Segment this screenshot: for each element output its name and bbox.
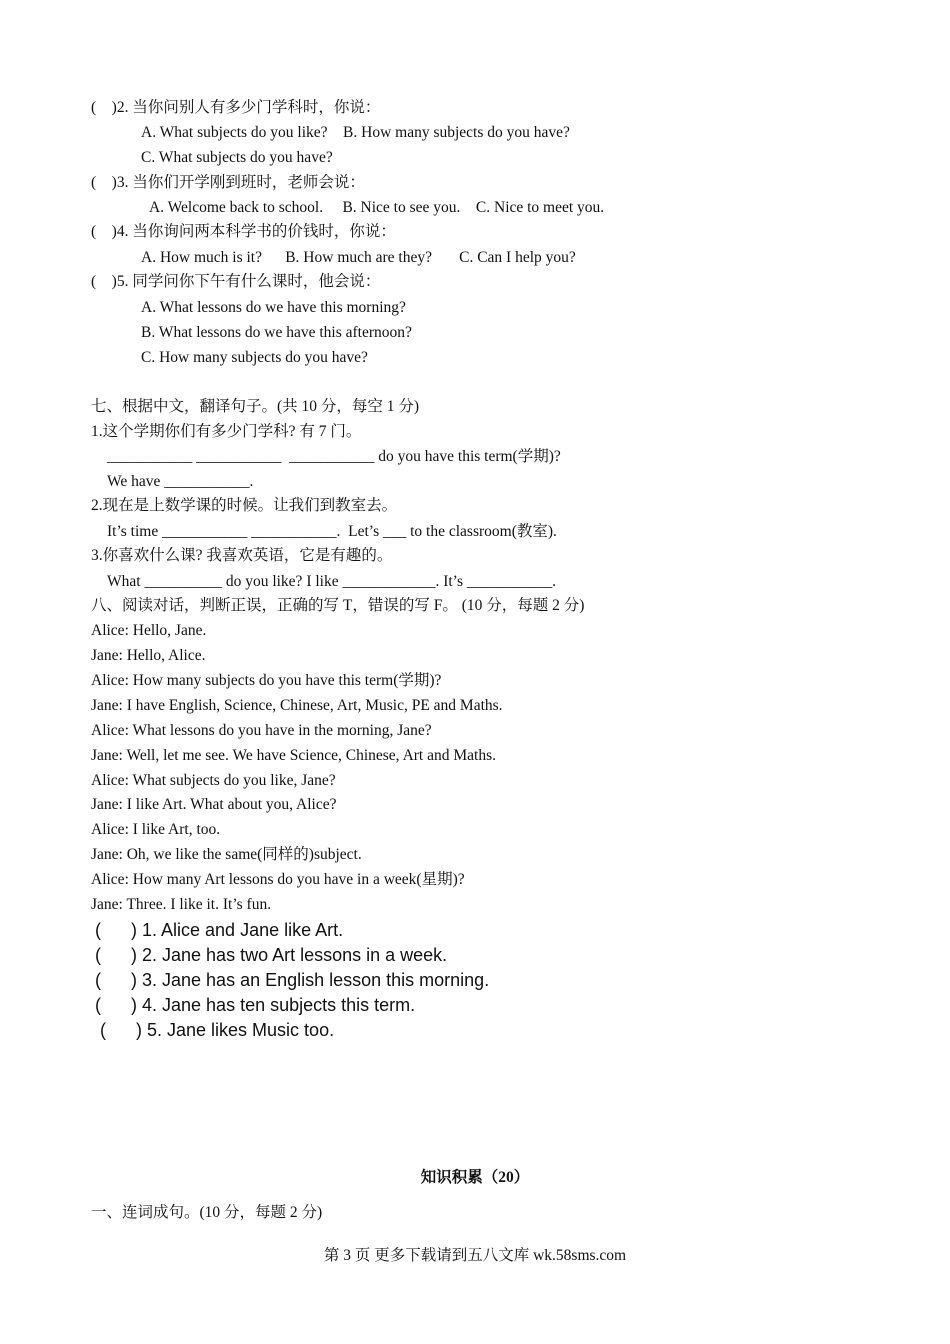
- judgment-item: ( ) 3. Jane has an English lesson this morning.: [95, 970, 490, 990]
- dialogue-line: Alice: How many Art lessons do you have in a week(星期)?: [91, 871, 465, 888]
- dialogue-line: Alice: What lessons do you have in the morning, Jane?: [91, 722, 432, 739]
- question-4-options: A. How much is it? B. How much are they? C. Can I help you?: [141, 249, 576, 266]
- judgment-item: ( ) 4. Jane has ten subjects this term.: [95, 995, 416, 1015]
- question-4-stem: ( )4. 当你询问两本科学书的价钱时，你说：: [91, 223, 396, 240]
- judgment-item: ( ) 2. Jane has two Art lessons in a week.: [95, 945, 448, 965]
- judgment-item: ( ) 5. Jane likes Music too.: [95, 1020, 335, 1040]
- question-3-stem: ( )3. 当你们开学刚到班时，老师会说：: [91, 174, 365, 191]
- sentence-1-chinese: 1.这个学期你们有多少门学科? 有 7 门。: [91, 423, 362, 440]
- dialogue-line: Jane: I have English, Science, Chinese, Art, Music, PE and Maths.: [91, 697, 503, 714]
- sentence-2-chinese: 2.现在是上数学课的时候。让我们到教室去。: [91, 497, 398, 514]
- section-7-heading: 七、根据中文，翻译句子。(共 10 分，每空 1 分): [91, 398, 420, 415]
- question-3-options: A. Welcome back to school. B. Nice to see you. C. Nice to meet you.: [149, 199, 605, 216]
- knowledge-subheading: 一、连词成句。(10 分，每题 2 分): [91, 1204, 323, 1221]
- knowledge-title: 知识积累（20）: [420, 1169, 530, 1186]
- dialogue-line: Jane: Hello, Alice.: [91, 647, 206, 664]
- dialogue-line: Jane: I like Art. What about you, Alice?: [91, 796, 337, 813]
- sentence-3-chinese: 3.你喜欢什么课? 我喜欢英语，它是有趣的。: [91, 547, 393, 564]
- question-2-options: A. What subjects do you like? B. How many subjects do you have?: [141, 124, 570, 141]
- dialogue-line: Jane: Oh, we like the same(同样的)subject.: [91, 846, 362, 863]
- sentence-3-line: What __________ do you like? I like ____________. It’s ___________.: [107, 573, 557, 590]
- question-2-option-c: C. What subjects do you have?: [141, 149, 333, 166]
- judgment-item: ( ) 1. Alice and Jane like Art.: [95, 920, 344, 940]
- question-2-stem: ( )2. 当你问别人有多少门学科时，你说：: [91, 99, 381, 116]
- dialogue-line: Alice: I like Art, too.: [91, 821, 221, 838]
- section-8-heading: 八、阅读对话，判断正误，正确的写 T，错误的写 F。 (10 分，每题 2 分): [91, 597, 585, 614]
- question-5-stem: ( )5. 同学问你下午有什么课时，他会说：: [91, 273, 381, 290]
- sentence-1-line-b: We have ___________.: [107, 473, 254, 490]
- sentence-1-line-a: ___________ ___________ ___________ do you have this term(学期)?: [107, 448, 561, 465]
- question-5-option-a: A. What lessons do we have this morning?: [141, 299, 406, 316]
- dialogue-line: Alice: Hello, Jane.: [91, 622, 207, 639]
- question-5-option-c: C. How many subjects do you have?: [141, 349, 368, 366]
- question-5-option-b: B. What lessons do we have this afternoon?: [141, 324, 412, 341]
- dialogue-line: Alice: What subjects do you like, Jane?: [91, 772, 336, 789]
- page-footer: 第 3 页 更多下载请到五八文库 wk.58sms.com: [323, 1247, 627, 1264]
- dialogue-line: Jane: Well, let me see. We have Science, Chinese, Art and Maths.: [91, 747, 496, 764]
- dialogue-line: Alice: How many subjects do you have this term(学期)?: [91, 672, 442, 689]
- sentence-2-line: It’s time ___________ ___________. Let’s ___ to the classroom(教室).: [107, 523, 557, 540]
- dialogue-line: Jane: Three. I like it. It’s fun.: [91, 896, 272, 913]
